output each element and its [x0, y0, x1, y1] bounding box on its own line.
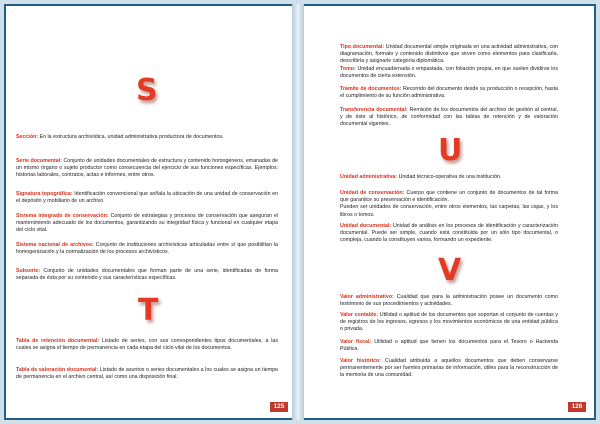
entry-definition: Utilidad o aptitud de los documentos que soportan el conjunto de cuentas y de registros de los ingresos, egresos y los movimientos económicos de una entidad pública o privada.	[340, 312, 558, 333]
entry-definition: Unidad encuadernada o empastada, con foliación propia, en que suelen dividirse los documentos de cierta extensión.	[340, 66, 558, 80]
entry-definition: Unidad documental simple originada en una actividad administrativa, con diagramación, formato y contenido distintivos que sirven como elementos para clasificarla, describirla y asignarle categoría diplomática.	[340, 44, 558, 65]
entry-term: Unidad administrativa:	[340, 174, 398, 180]
entry-term: Subserie:	[16, 268, 41, 274]
entry-definition: Cualidad atribuida a aquellos documentos que deben conservarse permanentemente por ser fuentes primarias de información, útiles para la reconstrucción de la memoria de una comunidad.	[340, 358, 558, 379]
entry-term: Tabla de retención documental:	[16, 338, 100, 344]
glossary-entry	[340, 66, 558, 80]
glossary-entry	[16, 242, 278, 256]
entry-term: Valor histórico:	[340, 358, 382, 364]
entry-term: Serie documental:	[16, 158, 62, 164]
entry-definition: Listado de asuntos o series documentales a los cuales se asigna un tiempo de permanencia en el archivo central, así como una disposición final.	[16, 367, 278, 381]
glossary-entry	[16, 338, 278, 352]
entry-definition: Conjunto de instituciones archivísticas articuladas entre sí que posibilitan la homogenización y la normalización de los procesos archivísticos.	[16, 242, 278, 256]
entry-note: Pueden ser unidades de conservación, entre otros elementos, las carpetas, las cajas, y los libros o tomos.	[340, 204, 558, 218]
entry-definition: Recorrido del documento desde su producción o recepción, hasta el cumplimiento de su función administrativa.	[340, 86, 558, 100]
entry-term: Sistema nacional de archivos:	[16, 242, 94, 248]
glossary-entry	[340, 86, 558, 100]
entry-term: Tipo documental:	[340, 44, 385, 50]
glossary-entry	[16, 367, 278, 381]
entry-definition: En la estructura archivística, unidad administrativa productora de documentos.	[38, 134, 224, 140]
entry-term: Sistema integrado de conservación:	[16, 213, 109, 219]
glossary-entry	[340, 223, 558, 245]
glossary-entry	[340, 190, 558, 219]
entry-term: Transferencia documental:	[340, 107, 408, 113]
glossary-entry	[16, 134, 278, 141]
glossary-entry	[340, 294, 558, 308]
section-letter-u: U	[438, 133, 463, 168]
entry-definition: Utilidad o aptitud que tienen los documentos para el Tesoro o Hacienda Pública.	[340, 339, 558, 353]
glossary-entry	[16, 158, 278, 180]
glossary-entry	[16, 213, 278, 235]
glossary-entry	[340, 44, 558, 66]
entry-definition: Cuerpo que contiene un conjunto de documentos de tal forma que garantice su preservación e identificación.	[340, 190, 558, 204]
entry-definition: Unidad de análisis en los procesos de identificación y caracterización documental. Puede ser simple, cuando está constituida por un sólo tipo documental, o compleja, cuando la constituyen varios, formando un expediente.	[340, 223, 559, 244]
glossary-entry	[340, 339, 558, 353]
book-gutter	[292, 4, 304, 420]
entry-definition: Remisión de los documentos del archivo de gestión al central, y de éste al histórico, de conformidad con las tablas de retención y de valoración documental vigentes.	[340, 107, 558, 128]
entry-definition: Conjunto de unidades documentales que forman parte de una serie, identificadas de forma separada de ésta por su contenido y sus características específicas.	[16, 268, 278, 282]
entry-term: Valor administrativo:	[340, 294, 394, 300]
glossary-entry	[340, 174, 558, 181]
section-letter-s: S	[136, 73, 158, 108]
entry-definition: Cualidad que para la administración posee un documento como testimonio de sus procedimientos y actividades.	[340, 294, 558, 308]
entry-term: Trámite de documentos:	[340, 86, 402, 92]
glossary-entry	[16, 191, 278, 205]
entry-definition: Unidad técnico-operativa de una institución.	[397, 174, 502, 180]
entry-definition: Listado de series, con sus correspondientes tipos documentales, a las cuales se asigna el tiempo de permanencia en cada etapa del ciclo vital de los documentos.	[16, 338, 278, 352]
entry-definition: Conjunto de unidades documentales de estructura y contenido homogéneos, emanadas de un mismo órgano o sujeto productor como consecuencia del ejercicio de sus funciones específicas. Ejemplos: historias laborales, contratos, actas e informes, entre otros.	[16, 158, 278, 179]
entry-term: Valor contable:	[340, 312, 379, 318]
section-letter-t: T	[138, 293, 159, 328]
glossary-entry	[340, 358, 558, 380]
entry-term: Unidad documental:	[340, 223, 392, 229]
glossary-entry	[340, 107, 558, 129]
glossary-entry	[340, 312, 558, 334]
entry-term: Tabla de valoración documental:	[16, 367, 99, 373]
entry-term: Sección:	[16, 134, 39, 140]
glossary-entry	[16, 268, 278, 282]
page-number: 125	[270, 402, 288, 412]
entry-term: Valor fiscal:	[340, 339, 372, 345]
entry-term: Tomo:	[340, 66, 356, 72]
entry-definition: Identificación convencional que señala la ubicación de una unidad de conservación en el depósito y mobiliario de un archivo.	[16, 191, 278, 205]
page-number: 126	[568, 402, 586, 412]
right-page	[304, 4, 596, 420]
section-letter-v: V	[438, 253, 462, 288]
entry-term: Unidad de conservación:	[340, 190, 405, 196]
entry-term: Signatura topográfica:	[16, 191, 73, 197]
entry-definition: Conjunto de estrategias y procesos de conservación que aseguran el mantenimiento adecuado de los documentos, garantizando su integridad física y funcional en cualquier etapa del ciclo vital.	[16, 213, 278, 234]
left-page	[4, 4, 292, 420]
